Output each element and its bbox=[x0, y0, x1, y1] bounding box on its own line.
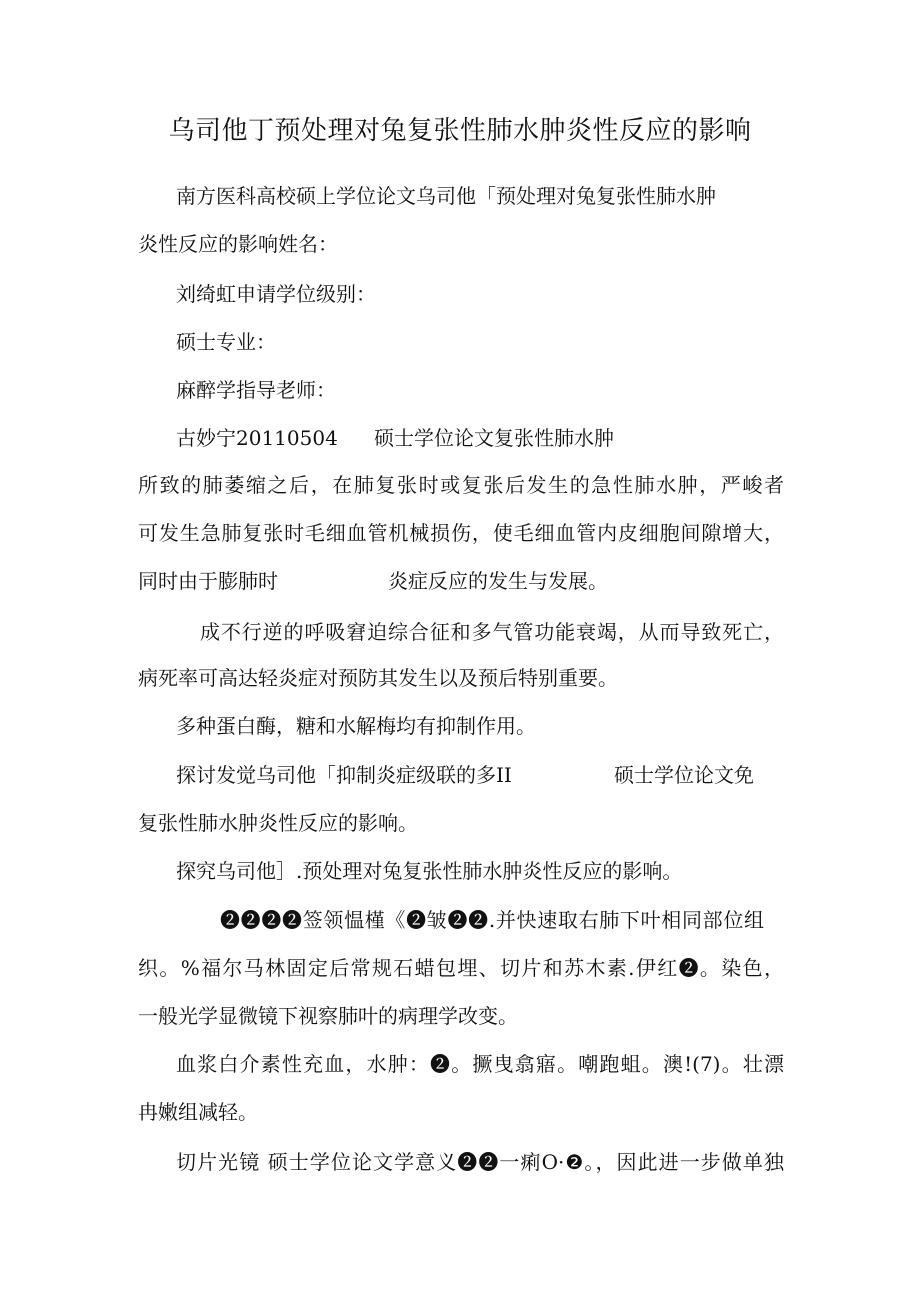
text-line: 南方医科高校硕上学位论文乌司他「预处理对兔复张性肺水肿 bbox=[176, 184, 716, 208]
text-line: 炎性反应的影响姓名： bbox=[138, 232, 338, 256]
text-line: 麻醉学指导老师： bbox=[176, 378, 336, 402]
text-line: 同时由于膨肺时 bbox=[138, 569, 278, 593]
text-line: 古妙宁20110504 bbox=[176, 426, 338, 450]
text-line: 复张性肺水肿炎性反应的影响。 bbox=[138, 811, 418, 835]
text-line: 切片光镜 硕士学位论文学意义❷❷一痢O·❷。，因此进一步做单独 bbox=[176, 1150, 784, 1174]
text-line: 可发生急肺复张时毛细血管机械损伤，使毛细血管内皮细胞间隙增大， bbox=[138, 521, 784, 545]
text-line: 病死率可高达轻炎症对预防其发生以及预后特别重要。 bbox=[138, 666, 618, 690]
text-line: 探讨发觉乌司他「抑制炎症级联的多II bbox=[176, 763, 512, 787]
text-line: 硕士学位论文复张性肺水肿 bbox=[374, 426, 614, 450]
document-title: 乌司他丁预处理对兔复张性肺水肿炎性反应的影响 bbox=[168, 116, 752, 146]
text-line: 刘绮虹申请学位级别： bbox=[176, 282, 376, 306]
text-line: 织。%福尔马林固定后常规石蜡包埋、切片和苏木素.伊红❷。染色， bbox=[138, 956, 784, 980]
text-line: 血浆白介素性充血，水肿：❷。撅曳翕寤。嘲跑蛆。澳!(7)。壮漂 bbox=[176, 1052, 784, 1076]
text-line: 探究乌司他］.预处理对兔复张性肺水肿炎性反应的影响。 bbox=[176, 859, 683, 883]
text-line: 硕士学位论文免 bbox=[614, 763, 754, 787]
text-line: 多种蛋白酶，糖和水解梅均有抑制作用。 bbox=[176, 714, 536, 738]
text-line: 冉嫩组减轻。 bbox=[138, 1100, 258, 1124]
text-line: 成不行逆的呼吸窘迫综合征和多气管功能衰竭，从而导致死亡， bbox=[200, 620, 784, 644]
text-line: 炎症反应的发生与发展。 bbox=[388, 569, 608, 593]
text-line: 硕士专业： bbox=[176, 330, 276, 354]
text-line: ❷❷❷❷签领愠槿《❷皱❷❷.并快速取右肺下叶相同部位组 bbox=[220, 908, 764, 932]
text-line: 所致的肺萎缩之后，在肺复张时或复张后发生的急性肺水肿，严峻者 bbox=[138, 473, 784, 497]
text-line: 一般光学显微镜下视察肺叶的病理学改变。 bbox=[138, 1004, 518, 1028]
